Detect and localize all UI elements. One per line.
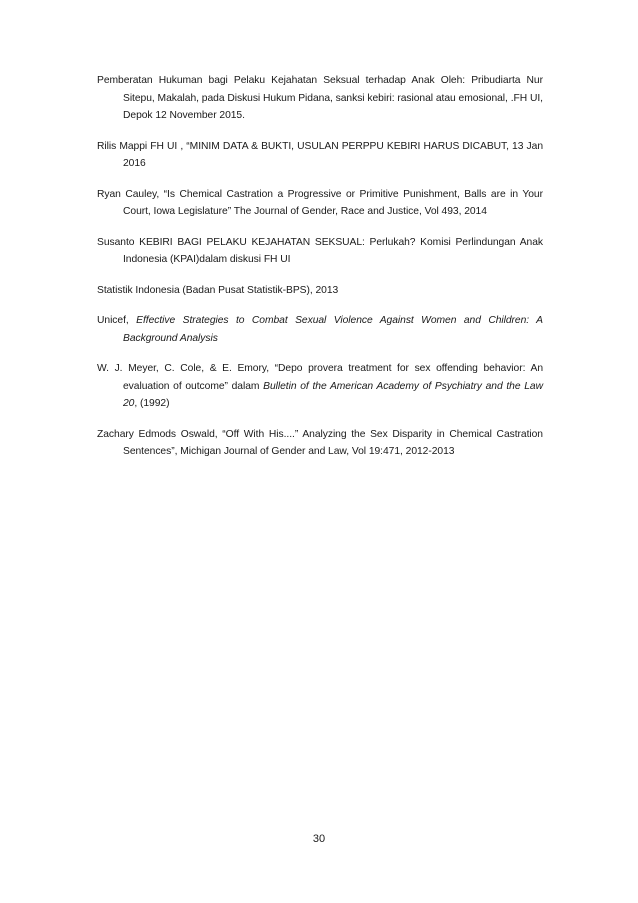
reference-text: Rilis Mappi FH UI , “MINIM DATA & BUKTI, USULAN PERPPU KEBIRI HARUS DICABUT, 13 Jan 2016 (97, 140, 543, 169)
reference-text: Pemberatan Hukuman bagi Pelaku Kejahatan Seksual terhadap Anak Oleh: Pribudiarta Nur Sitepu, Makalah, pada Diskusi Hukum Pidana, sanksi kebiri: rasional atau emosional, .FH UI, Depok 12 November 2015. (97, 75, 543, 121)
reference-item (97, 138, 543, 173)
reference-item (97, 234, 543, 269)
reference-item (97, 282, 543, 300)
reference-item (97, 186, 543, 221)
reference-item (97, 312, 543, 347)
reference-list (97, 72, 543, 474)
reference-item (97, 360, 543, 413)
reference-text: W. J. Meyer, C. Cole, & E. Emory, “Depo provera treatment for sex offending behavior: An evaluation of outcome” dalam (97, 363, 543, 392)
page-number: 30 (312, 833, 326, 845)
reference-item (97, 426, 543, 461)
reference-italic-title: Effective Strategies to Combat Sexual Violence Against Women and Children: A Background Analysis (123, 315, 543, 344)
reference-text: , (1992) (134, 398, 170, 409)
reference-italic-title: Bulletin of the American Academy of Psychiatry and the Law 20 (123, 380, 543, 409)
reference-text: Zachary Edmods Oswald, “Off With His....” Analyzing the Sex Disparity in Chemical Castration Sentences”, Michigan Journal of Gender and Law, Vol 19:471, 2012-2013 (97, 428, 543, 457)
reference-text: Ryan Cauley, “Is Chemical Castration a Progressive or Primitive Punishment, Balls are in Your Court, Iowa Legislature” The Journal of Gender, Race and Justice, Vol 493, 2014 (97, 188, 543, 217)
reference-text: Statistik Indonesia (Badan Pusat Statistik-BPS), 2013 (97, 284, 339, 296)
reference-item (97, 72, 543, 125)
reference-text: Susanto KEBIRI BAGI PELAKU KEJAHATAN SEKSUAL: Perlukah? Komisi Perlindungan Anak Indonesia (KPAI)dalam diskusi FH UI (97, 236, 543, 265)
reference-text: Unicef, (97, 315, 137, 326)
